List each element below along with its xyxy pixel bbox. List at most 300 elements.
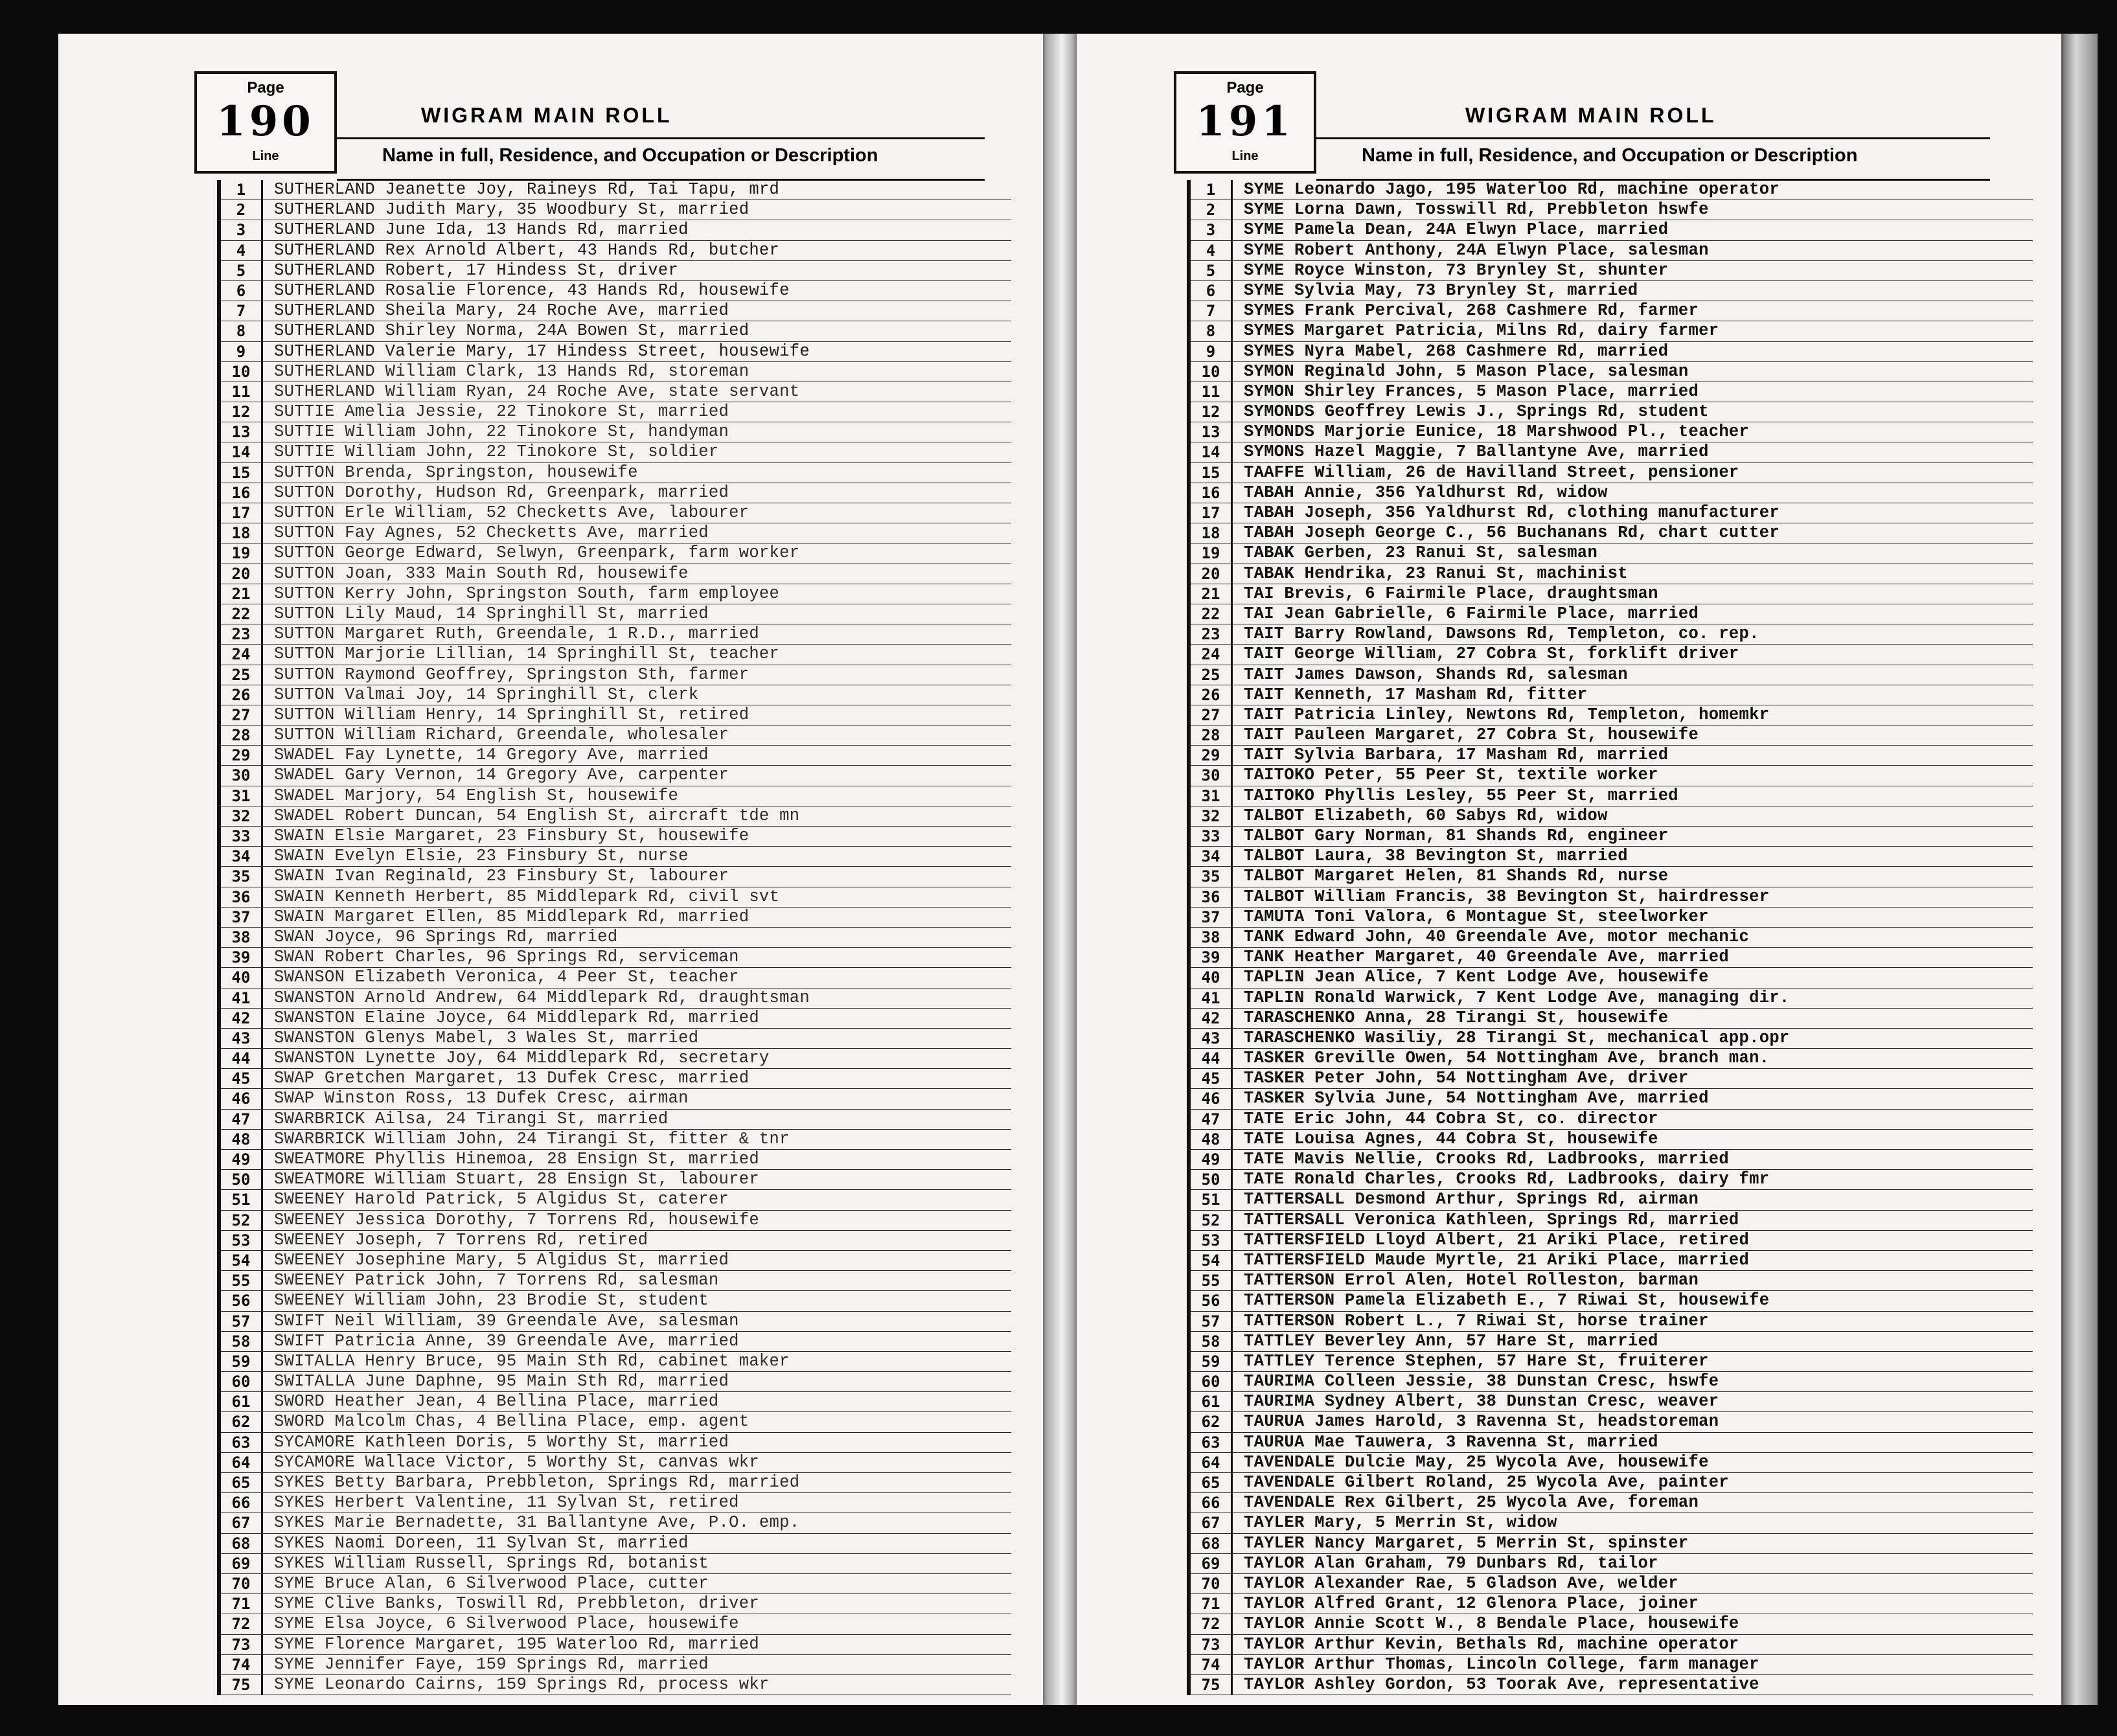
list-item bbox=[221, 624, 1011, 645]
line-number: 63 bbox=[1191, 1433, 1233, 1452]
entry-text: TAVENDALE Rex Gilbert, 25 Wycola Ave, foreman bbox=[1244, 1493, 1699, 1513]
line-number: 22 bbox=[1191, 604, 1233, 624]
list-item bbox=[221, 887, 1011, 908]
entry-text: SWAN Joyce, 96 Springs Rd, married bbox=[274, 927, 618, 946]
list-item bbox=[221, 362, 1011, 382]
list-item bbox=[221, 827, 1011, 847]
list-item bbox=[221, 847, 1011, 867]
line-number: 27 bbox=[221, 705, 263, 725]
list-item bbox=[221, 1170, 1011, 1190]
line-label: Line bbox=[1231, 149, 1259, 163]
list-item bbox=[1191, 442, 2033, 463]
list-item bbox=[1191, 261, 2033, 281]
line-number: 8 bbox=[221, 321, 263, 341]
list-item bbox=[221, 1332, 1011, 1352]
roll-title: WIGRAM MAIN ROLL bbox=[1465, 104, 1717, 127]
line-number: 40 bbox=[1191, 968, 1233, 987]
page-label: Page bbox=[1226, 79, 1264, 97]
entry-text: TARASCHENKO Wasiliy, 28 Tirangi St, mechanical app.opr bbox=[1244, 1028, 1790, 1047]
line-number: 23 bbox=[221, 624, 263, 644]
list-item bbox=[221, 948, 1011, 968]
left-page bbox=[58, 34, 1043, 1705]
entry-text: TAIT James Dawson, Shands Rd, salesman bbox=[1244, 665, 1628, 684]
list-item bbox=[221, 281, 1011, 301]
list-item bbox=[1191, 1029, 2033, 1049]
line-number: 15 bbox=[1191, 463, 1233, 483]
list-item bbox=[221, 261, 1011, 281]
line-number: 33 bbox=[221, 827, 263, 846]
line-number: 13 bbox=[221, 422, 263, 442]
entry-text: SYME Florence Margaret, 195 Waterloo Rd, married bbox=[274, 1634, 759, 1654]
line-number: 20 bbox=[1191, 564, 1233, 584]
entry-text: SUTTON Marjorie Lillian, 14 Springhill St, teacher bbox=[274, 645, 780, 664]
line-number: 46 bbox=[1191, 1089, 1233, 1108]
line-number: 54 bbox=[221, 1251, 263, 1270]
list-item bbox=[1191, 827, 2033, 847]
entry-text: SWEENEY Harold Patrick, 5 Algidus St, caterer bbox=[274, 1190, 729, 1209]
line-number: 72 bbox=[1191, 1614, 1233, 1634]
list-item bbox=[1191, 928, 2033, 948]
entry-text: TAIT Pauleen Margaret, 27 Cobra St, housewife bbox=[1244, 725, 1699, 745]
entry-text: SYME Pamela Dean, 24A Elwyn Place, married bbox=[1244, 220, 1669, 240]
entry-text: SWEENEY Joseph, 7 Torrens Rd, retired bbox=[274, 1230, 648, 1250]
line-number: 9 bbox=[1191, 342, 1233, 361]
entry-text: SYMES Nyra Mabel, 268 Cashmere Rd, married bbox=[1244, 341, 1669, 361]
list-item bbox=[1191, 1453, 2033, 1473]
line-number: 30 bbox=[221, 766, 263, 785]
entry-text: TAYLOR Alan Graham, 79 Dunbars Rd, tailor bbox=[1244, 1553, 1658, 1573]
entry-text: SYKES Naomi Doreen, 11 Sylvan St, married bbox=[274, 1533, 689, 1553]
entry-text: SWAIN Ivan Reginald, 23 Finsbury St, labourer bbox=[274, 867, 729, 886]
entry-text: TAURUA James Harold, 3 Ravenna St, headstoreman bbox=[1244, 1412, 1719, 1432]
line-number: 24 bbox=[221, 645, 263, 664]
line-number: 74 bbox=[221, 1655, 263, 1674]
entry-text: TANK Edward John, 40 Greendale Ave, motor mechanic bbox=[1244, 927, 1750, 946]
list-item bbox=[1191, 362, 2033, 382]
line-number: 58 bbox=[221, 1332, 263, 1351]
list-item bbox=[221, 1150, 1011, 1170]
entry-text: SUTTIE Amelia Jessie, 22 Tinokore St, married bbox=[274, 402, 729, 422]
list-item bbox=[1191, 200, 2033, 220]
line-number: 44 bbox=[1191, 1049, 1233, 1068]
entry-text: SUTTON Brenda, Springston, housewife bbox=[274, 463, 638, 482]
list-item bbox=[1191, 180, 2033, 200]
line-number: 59 bbox=[221, 1352, 263, 1371]
entry-text: SWADEL Gary Vernon, 14 Gregory Ave, carpenter bbox=[274, 766, 729, 785]
entry-text: SUTTON George Edward, Selwyn, Greenpark, farm worker bbox=[274, 543, 800, 563]
line-label: Line bbox=[252, 149, 279, 163]
line-number: 14 bbox=[221, 442, 263, 462]
list-item bbox=[1191, 1534, 2033, 1554]
list-item bbox=[1191, 887, 2033, 908]
entry-text: SWORD Malcolm Chas, 4 Bellina Place, emp. agent bbox=[274, 1412, 750, 1432]
list-item bbox=[1191, 503, 2033, 523]
list-item bbox=[1191, 1594, 2033, 1614]
line-number: 56 bbox=[221, 1291, 263, 1310]
entry-text: TABAH Annie, 356 Yaldhurst Rd, widow bbox=[1244, 483, 1608, 502]
list-item bbox=[1191, 1372, 2033, 1392]
entry-text: SWAN Robert Charles, 96 Springs Rd, serviceman bbox=[274, 948, 739, 967]
list-item bbox=[1191, 604, 2033, 624]
list-item bbox=[221, 1513, 1011, 1533]
line-number: 43 bbox=[221, 1029, 263, 1048]
list-item bbox=[1191, 766, 2033, 786]
line-number: 58 bbox=[1191, 1332, 1233, 1351]
entry-text: SYMON Reginald John, 5 Mason Place, salesman bbox=[1244, 361, 1689, 381]
entry-text: SWEATMORE William Stuart, 28 Ensign St, labourer bbox=[274, 1170, 759, 1189]
line-number: 13 bbox=[1191, 422, 1233, 442]
line-number: 47 bbox=[1191, 1110, 1233, 1129]
line-number: 19 bbox=[1191, 543, 1233, 563]
line-number: 21 bbox=[221, 584, 263, 604]
page-label: Page bbox=[247, 79, 284, 97]
list-item bbox=[221, 1251, 1011, 1271]
book-gutter bbox=[1043, 34, 1077, 1705]
list-item bbox=[221, 584, 1011, 604]
list-item bbox=[221, 200, 1011, 220]
line-number: 37 bbox=[1191, 908, 1233, 927]
entry-text: TAAFFE William, 26 de Havilland Street, pensioner bbox=[1244, 463, 1739, 482]
line-number: 5 bbox=[1191, 261, 1233, 280]
line-number: 75 bbox=[1191, 1675, 1233, 1695]
line-number: 54 bbox=[1191, 1251, 1233, 1270]
line-number: 61 bbox=[1191, 1392, 1233, 1411]
list-item bbox=[221, 483, 1011, 503]
entry-text: TASKER Sylvia June, 54 Nottingham Ave, married bbox=[1244, 1089, 1709, 1108]
entry-text: SUTTON Raymond Geoffrey, Springston Sth, farmer bbox=[274, 665, 750, 684]
line-number: 38 bbox=[221, 928, 263, 947]
line-number: 36 bbox=[221, 887, 263, 907]
line-number: 51 bbox=[221, 1190, 263, 1209]
list-item bbox=[1191, 1150, 2033, 1170]
entry-text: SWANSTON Elaine Joyce, 64 Middlepark Rd, married bbox=[274, 1008, 759, 1027]
entry-text: TAI Brevis, 6 Fairmile Place, draughtsman bbox=[1244, 584, 1658, 603]
entry-text: TAYLOR Arthur Thomas, Lincoln College, farm manager bbox=[1244, 1654, 1759, 1674]
line-number: 22 bbox=[221, 604, 263, 624]
entry-text: SWANSTON Glenys Mabel, 3 Wales St, married bbox=[274, 1028, 699, 1047]
list-item bbox=[221, 1049, 1011, 1069]
entry-text: TAYLOR Alfred Grant, 12 Glenora Place, joiner bbox=[1244, 1594, 1699, 1614]
line-number: 52 bbox=[221, 1211, 263, 1230]
list-item bbox=[1191, 463, 2033, 483]
list-item bbox=[221, 786, 1011, 806]
line-number: 34 bbox=[1191, 847, 1233, 866]
list-item bbox=[221, 1231, 1011, 1251]
line-number: 29 bbox=[221, 746, 263, 765]
list-item bbox=[221, 908, 1011, 928]
entry-text: TAYLOR Arthur Kevin, Bethals Rd, machine operator bbox=[1244, 1634, 1739, 1654]
entry-text: SYKES Herbert Valentine, 11 Sylvan St, retired bbox=[274, 1493, 739, 1513]
line-number: 3 bbox=[1191, 220, 1233, 240]
list-item bbox=[1191, 685, 2033, 705]
list-item bbox=[221, 543, 1011, 564]
entry-text: SYKES William Russell, Springs Rd, botanist bbox=[274, 1553, 709, 1573]
entry-text: SWARBRICK Ailsa, 24 Tirangi St, married bbox=[274, 1109, 669, 1128]
entry-text: SWANSTON Arnold Andrew, 64 Middlepark Rd, draughtsman bbox=[274, 988, 810, 1007]
entry-text: TAURIMA Sydney Albert, 38 Dunstan Cresc, weaver bbox=[1244, 1392, 1719, 1411]
entry-text: TATE Ronald Charles, Crooks Rd, Ladbrooks, dairy fmr bbox=[1244, 1170, 1770, 1189]
line-number: 50 bbox=[1191, 1170, 1233, 1189]
list-item bbox=[221, 1493, 1011, 1513]
list-item bbox=[1191, 1271, 2033, 1291]
line-number: 19 bbox=[221, 543, 263, 563]
list-item bbox=[1191, 1655, 2033, 1675]
entry-text: TATTERSON Robert L., 7 Riwai St, horse trainer bbox=[1244, 1311, 1709, 1331]
entry-text: TAIT Patricia Linley, Newtons Rd, Templeton, homemkr bbox=[1244, 705, 1770, 724]
entry-text: SYME Bruce Alan, 6 Silverwood Place, cutter bbox=[274, 1573, 709, 1593]
line-number: 28 bbox=[1191, 725, 1233, 745]
entry-text: TABAK Hendrika, 23 Ranui St, machinist bbox=[1244, 564, 1628, 583]
list-item bbox=[221, 1211, 1011, 1231]
list-item bbox=[1191, 725, 2033, 746]
entry-text: SWAIN Evelyn Elsie, 23 Finsbury St, nurse bbox=[274, 847, 689, 866]
entry-text: TAITOKO Phyllis Lesley, 55 Peer St, married bbox=[1244, 786, 1678, 805]
entry-text: SYME Royce Winston, 73 Brynley St, shunter bbox=[1244, 260, 1669, 280]
line-number: 65 bbox=[221, 1473, 263, 1492]
entry-text: TATTERSALL Veronica Kathleen, Springs Rd, married bbox=[1244, 1210, 1739, 1229]
line-number: 16 bbox=[1191, 483, 1233, 503]
entry-text: SUTTON Margaret Ruth, Greendale, 1 R.D., married bbox=[274, 624, 759, 644]
list-item bbox=[1191, 1554, 2033, 1574]
entry-text: SYME Elsa Joyce, 6 Silverwood Place, housewife bbox=[274, 1614, 739, 1634]
line-number: 1 bbox=[221, 180, 263, 200]
list-item bbox=[1191, 1170, 2033, 1190]
list-item bbox=[1191, 968, 2033, 988]
line-number: 20 bbox=[221, 564, 263, 584]
entry-text: SUTHERLAND Robert, 17 Hindess St, driver bbox=[274, 260, 679, 280]
entry-text: TAYLOR Annie Scott W., 8 Bendale Place, housewife bbox=[1244, 1614, 1739, 1634]
line-number: 53 bbox=[1191, 1231, 1233, 1250]
entry-text: TALBOT Margaret Helen, 81 Shands Rd, nurse bbox=[1244, 867, 1669, 886]
line-number: 65 bbox=[1191, 1473, 1233, 1492]
entry-text: SUTHERLAND Shirley Norma, 24A Bowen St, married bbox=[274, 321, 750, 341]
list-item bbox=[1191, 1493, 2033, 1513]
line-number: 62 bbox=[221, 1412, 263, 1432]
line-number: 71 bbox=[221, 1594, 263, 1614]
list-item bbox=[1191, 1392, 2033, 1412]
line-number: 32 bbox=[221, 806, 263, 826]
line-number: 30 bbox=[1191, 766, 1233, 785]
list-item bbox=[1191, 1675, 2033, 1695]
list-item bbox=[1191, 1312, 2033, 1332]
list-item bbox=[1191, 1614, 2033, 1634]
line-number: 39 bbox=[1191, 948, 1233, 967]
entry-text: SWEENEY William John, 23 Brodie St, student bbox=[274, 1291, 709, 1310]
line-number: 49 bbox=[221, 1150, 263, 1169]
list-item bbox=[221, 1655, 1011, 1675]
line-number: 15 bbox=[221, 463, 263, 483]
entry-text: TAPLIN Jean Alice, 7 Kent Lodge Ave, housewife bbox=[1244, 968, 1709, 987]
list-item bbox=[221, 564, 1011, 584]
entry-text: TARASCHENKO Anna, 28 Tirangi St, housewife bbox=[1244, 1008, 1669, 1027]
entry-text: TAMUTA Toni Valora, 6 Montague St, steelworker bbox=[1244, 907, 1709, 926]
list-item bbox=[1191, 1574, 2033, 1594]
line-number: 6 bbox=[1191, 281, 1233, 301]
entry-text: TAIT George William, 27 Cobra St, forklift driver bbox=[1244, 645, 1739, 664]
line-number: 10 bbox=[221, 362, 263, 382]
line-number: 42 bbox=[1191, 1009, 1233, 1028]
list-item bbox=[1191, 645, 2033, 665]
column-heading: Name in full, Residence, and Occupation or Description bbox=[382, 145, 878, 166]
entry-text: TAITOKO Peter, 55 Peer St, textile worker bbox=[1244, 766, 1658, 785]
list-item bbox=[221, 746, 1011, 766]
list-item bbox=[1191, 1049, 2033, 1069]
line-number: 61 bbox=[221, 1392, 263, 1411]
line-number: 4 bbox=[1191, 241, 1233, 260]
entry-text: SWEENEY Jessica Dorothy, 7 Torrens Rd, housewife bbox=[274, 1210, 759, 1229]
list-item bbox=[221, 1594, 1011, 1614]
entry-text: TATTLEY Terence Stephen, 57 Hare St, fruiterer bbox=[1244, 1351, 1709, 1371]
entry-text: SYMONDS Marjorie Eunice, 18 Marshwood Pl., teacher bbox=[1244, 422, 1750, 442]
entry-text: TALBOT William Francis, 38 Bevington St, hairdresser bbox=[1244, 887, 1770, 906]
line-number: 73 bbox=[221, 1635, 263, 1654]
entry-text: SWIFT Patricia Anne, 39 Greendale Ave, married bbox=[274, 1331, 739, 1351]
line-number: 60 bbox=[1191, 1372, 1233, 1391]
line-number: 48 bbox=[221, 1130, 263, 1149]
line-number: 69 bbox=[1191, 1554, 1233, 1573]
list-item bbox=[221, 1412, 1011, 1432]
line-number: 7 bbox=[1191, 301, 1233, 321]
list-item bbox=[1191, 1130, 2033, 1150]
line-number: 37 bbox=[221, 908, 263, 927]
list-item bbox=[1191, 402, 2033, 422]
line-number: 21 bbox=[1191, 584, 1233, 604]
entry-text: SUTHERLAND Valerie Mary, 17 Hindess Street, housewife bbox=[274, 341, 810, 361]
list-item bbox=[221, 665, 1011, 685]
entry-text: TATTERSON Pamela Elizabeth E., 7 Riwai St, housewife bbox=[1244, 1291, 1770, 1310]
list-item bbox=[221, 604, 1011, 624]
list-item bbox=[221, 1029, 1011, 1049]
entry-text: TAYLOR Alexander Rae, 5 Gladson Ave, welder bbox=[1244, 1573, 1678, 1593]
line-number: 16 bbox=[221, 483, 263, 503]
list-item bbox=[1191, 988, 2033, 1009]
line-number: 55 bbox=[221, 1271, 263, 1290]
entry-text: SWANSON Elizabeth Veronica, 4 Peer St, teacher bbox=[274, 968, 739, 987]
list-item bbox=[1191, 1332, 2033, 1352]
list-item bbox=[221, 422, 1011, 442]
line-number: 4 bbox=[221, 241, 263, 260]
list-item bbox=[1191, 523, 2033, 543]
entry-text: TAYLOR Ashley Gordon, 53 Toorak Ave, representative bbox=[1244, 1674, 1759, 1694]
line-number: 28 bbox=[221, 725, 263, 745]
line-number: 7 bbox=[221, 301, 263, 321]
line-number: 17 bbox=[1191, 503, 1233, 523]
line-number: 5 bbox=[221, 261, 263, 280]
list-item bbox=[221, 342, 1011, 362]
page-number: 191 bbox=[1196, 97, 1294, 146]
list-item bbox=[221, 705, 1011, 725]
entry-text: TAVENDALE Gilbert Roland, 25 Wycola Ave, painter bbox=[1244, 1473, 1729, 1492]
list-item bbox=[221, 503, 1011, 523]
line-number: 8 bbox=[1191, 321, 1233, 341]
line-number: 23 bbox=[1191, 624, 1233, 644]
list-item bbox=[221, 1554, 1011, 1574]
list-item bbox=[221, 1675, 1011, 1695]
entry-text: TAYLER Mary, 5 Merrin St, widow bbox=[1244, 1513, 1557, 1533]
list-item bbox=[1191, 1291, 2033, 1311]
entry-text: TAIT Barry Rowland, Dawsons Rd, Templeton, co. rep. bbox=[1244, 624, 1759, 644]
list-item bbox=[1191, 584, 2033, 604]
line-number: 34 bbox=[221, 847, 263, 866]
list-item bbox=[221, 1110, 1011, 1130]
list-item bbox=[221, 442, 1011, 463]
line-number: 71 bbox=[1191, 1594, 1233, 1614]
entry-text: SUTTON Fay Agnes, 52 Checketts Ave, married bbox=[274, 523, 709, 543]
list-item bbox=[1191, 908, 2033, 928]
list-item bbox=[221, 1009, 1011, 1029]
column-heading: Name in full, Residence, and Occupation or Description bbox=[1362, 145, 1858, 166]
list-item bbox=[221, 1291, 1011, 1311]
entry-text: TABAH Joseph, 356 Yaldhurst Rd, clothing manufacturer bbox=[1244, 503, 1779, 522]
entry-text: TALBOT Gary Norman, 81 Shands Rd, engineer bbox=[1244, 827, 1669, 845]
entry-text: TAVENDALE Dulcie May, 25 Wycola Ave, housewife bbox=[1244, 1452, 1709, 1472]
line-number: 17 bbox=[221, 503, 263, 523]
list-item bbox=[221, 382, 1011, 402]
line-number: 43 bbox=[1191, 1029, 1233, 1048]
list-item bbox=[221, 220, 1011, 240]
header-rule-top bbox=[337, 137, 985, 139]
line-number: 57 bbox=[221, 1312, 263, 1331]
entry-text: SWAIN Margaret Ellen, 85 Middlepark Rd, married bbox=[274, 907, 750, 926]
list-item bbox=[221, 806, 1011, 827]
entry-text: SYME Leonardo Jago, 195 Waterloo Rd, machine operator bbox=[1244, 180, 1779, 199]
line-number: 41 bbox=[221, 988, 263, 1008]
page-number-box bbox=[1174, 71, 1316, 174]
list-item bbox=[221, 402, 1011, 422]
list-item bbox=[221, 1453, 1011, 1473]
line-number: 18 bbox=[221, 523, 263, 543]
entry-text: SUTTIE William John, 22 Tinokore St, handyman bbox=[274, 422, 729, 442]
line-number: 44 bbox=[221, 1049, 263, 1068]
entry-text: SWEENEY Josephine Mary, 5 Algidus St, married bbox=[274, 1250, 729, 1270]
list-item bbox=[1191, 806, 2033, 827]
header-rule-top bbox=[1316, 137, 1990, 139]
entry-text: SUTHERLAND William Ryan, 24 Roche Ave, state servant bbox=[274, 382, 800, 401]
entry-text: SUTTON Valmai Joy, 14 Springhill St, clerk bbox=[274, 685, 699, 704]
entry-list bbox=[1187, 180, 2033, 1695]
entry-text: SYME Lorna Dawn, Tosswill Rd, Prebbleton hswfe bbox=[1244, 200, 1709, 220]
line-number: 2 bbox=[1191, 200, 1233, 220]
list-item bbox=[221, 241, 1011, 261]
line-number: 35 bbox=[1191, 867, 1233, 886]
list-item bbox=[221, 1635, 1011, 1655]
line-number: 67 bbox=[221, 1513, 263, 1533]
line-number: 64 bbox=[221, 1453, 263, 1472]
line-number: 24 bbox=[1191, 645, 1233, 664]
line-number: 26 bbox=[1191, 685, 1233, 705]
entry-text: SYMONS Hazel Maggie, 7 Ballantyne Ave, married bbox=[1244, 442, 1709, 462]
right-page bbox=[1077, 34, 2061, 1705]
list-item bbox=[1191, 483, 2033, 503]
line-number: 32 bbox=[1191, 806, 1233, 826]
entry-list bbox=[217, 180, 1011, 1695]
entry-text: TATTERSON Errol Alen, Hotel Rolleston, barman bbox=[1244, 1271, 1699, 1290]
entry-text: SYCAMORE Kathleen Doris, 5 Worthy St, married bbox=[274, 1432, 729, 1452]
list-item bbox=[221, 645, 1011, 665]
list-item bbox=[221, 1312, 1011, 1332]
entry-text: TAPLIN Ronald Warwick, 7 Kent Lodge Ave, managing dir. bbox=[1244, 988, 1790, 1007]
entry-text: SYME Sylvia May, 73 Brynley St, married bbox=[1244, 280, 1638, 300]
list-item bbox=[1191, 1473, 2033, 1493]
entry-text: TALBOT Elizabeth, 60 Sabys Rd, widow bbox=[1244, 806, 1608, 825]
line-number: 12 bbox=[1191, 402, 1233, 422]
entry-text: SUTTON Kerry John, Springston South, farm employee bbox=[274, 584, 780, 603]
roll-title: WIGRAM MAIN ROLL bbox=[421, 104, 672, 127]
list-item bbox=[221, 988, 1011, 1009]
list-item bbox=[221, 1392, 1011, 1412]
page-edge bbox=[2061, 34, 2098, 1705]
line-number: 31 bbox=[221, 786, 263, 806]
